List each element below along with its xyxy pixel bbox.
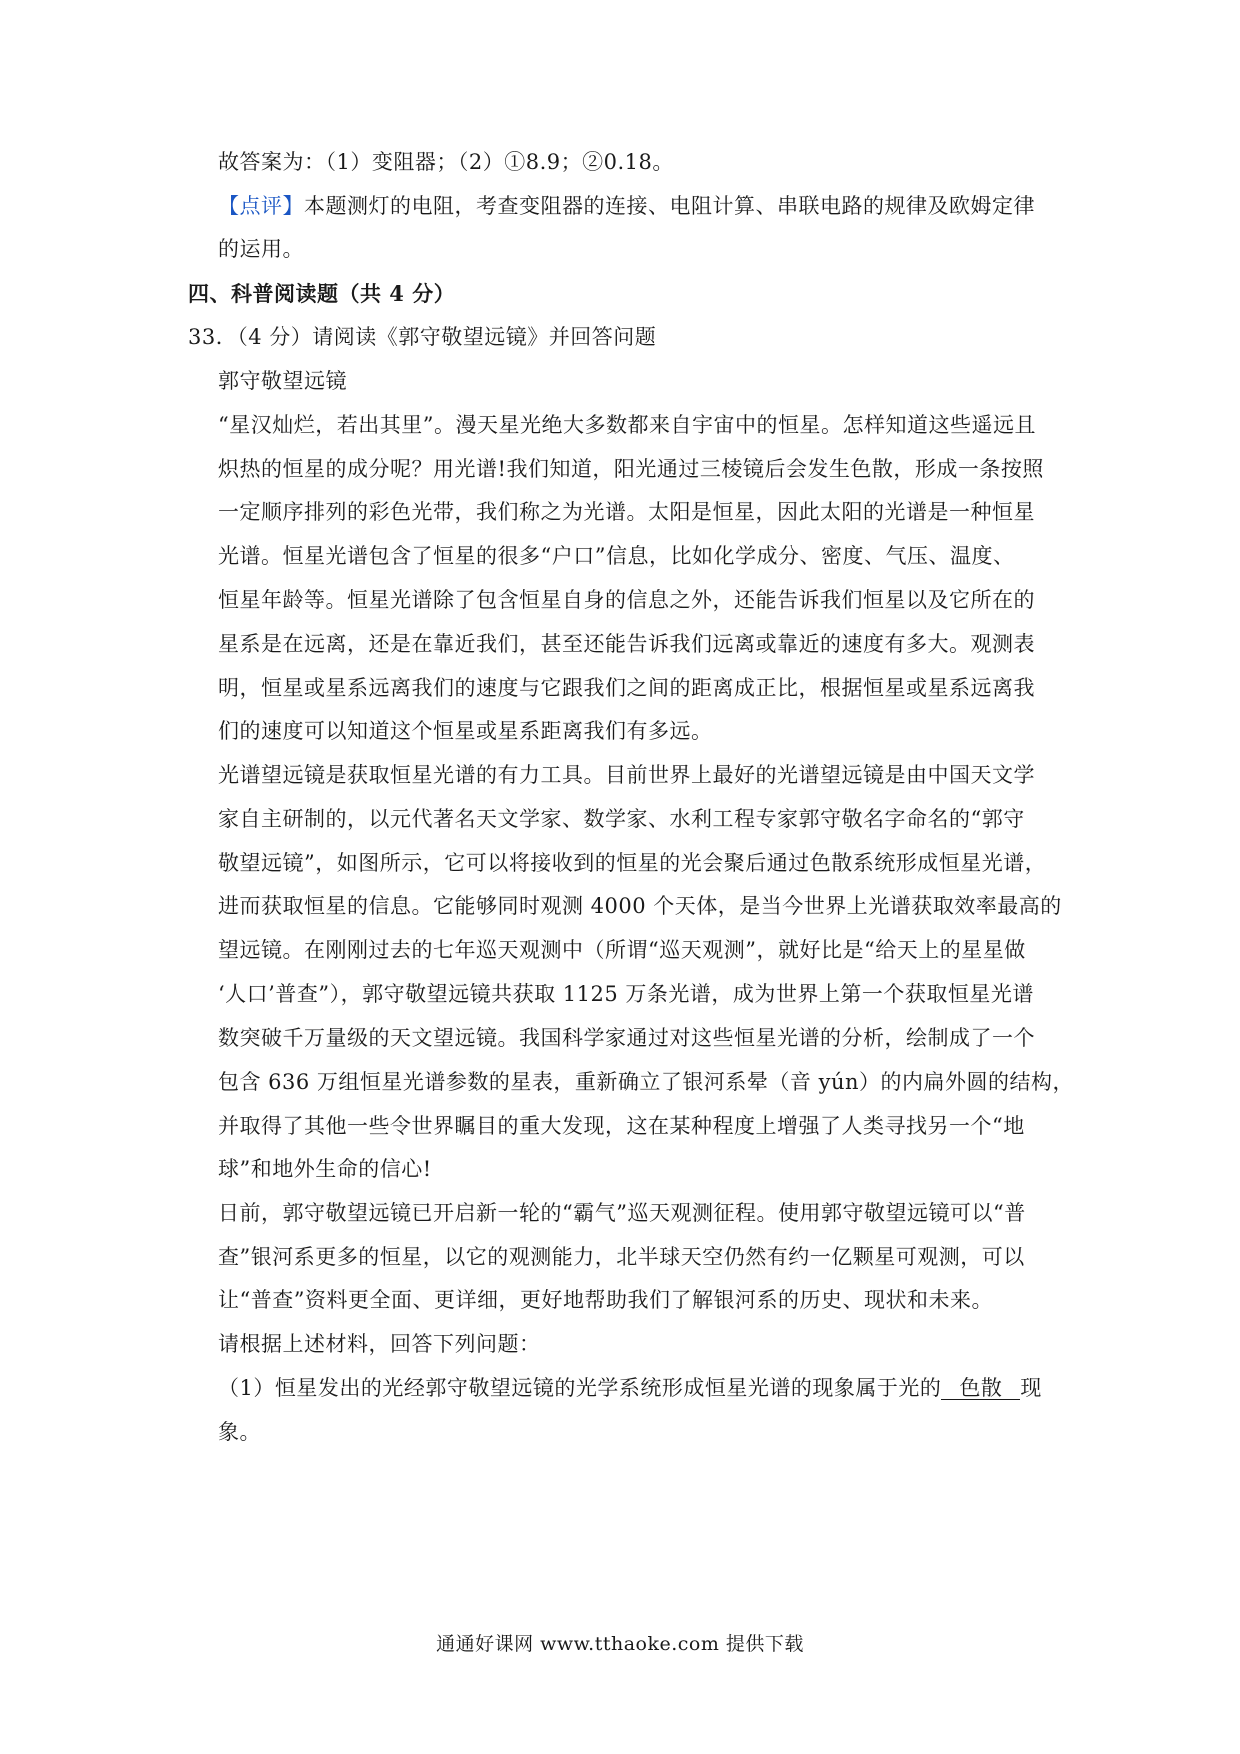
sub-question-prefix: （1）恒星发出的光经郭守敬望远镜的光学系统形成恒星光谱的现象属于光的 (218, 1376, 942, 1400)
comment-tag: 【点评】 (218, 194, 304, 218)
paragraph-line: “星汉灿烂，若出其里”。漫天星光绝大多数都来自宇宙中的恒星。怎样知道这些遥远且 (218, 413, 1036, 437)
paragraph-line: 一定顺序排列的彩色光带，我们称之为光谱。太阳是恒星，因此太阳的光谱是一种恒星 (218, 500, 1035, 524)
comment-line-1 (218, 190, 1035, 220)
comment-text: 本题测灯的电阻，考查变阻器的连接、电阻计算、串联电路的规律及欧姆定律 (304, 194, 1035, 218)
paragraph-line: 进而获取恒星的信息。它能够同时观测 4000 个天体，是当今世界上光谱获取效率最高的 (218, 894, 1062, 918)
paragraph-line: 数突破千万量级的天文望远镜。我国科学家通过对这些恒星光谱的分析，绘制成了一个 (218, 1026, 1035, 1050)
sub-question-1 (218, 1372, 1042, 1402)
paragraph-line: 望远镜。在刚刚过去的七年巡天观测中（所谓“巡天观测”，就好比是“给天上的星星做 (218, 938, 1026, 962)
comment-line-2: 的运用。 (218, 237, 304, 261)
paragraph-line: 包含 636 万组恒星光谱参数的星表，重新确立了银河系晕（音 yún）的内扁外圆的结构， (218, 1070, 1075, 1094)
answer-blank: 色散 (941, 1378, 1020, 1400)
paragraph-line: 让“普查”资料更全面、更详细，更好地帮助我们了解银河系的历史、现状和未来。 (218, 1288, 993, 1312)
paragraph-line: 光谱。恒星光谱包含了恒星的很多“户口”信息，比如化学成分、密度、气压、温度、 (218, 544, 1015, 568)
instruction: 请根据上述材料，回答下列问题： (218, 1332, 541, 1356)
paragraph-line: 明，恒星或星系远离我们的速度与它跟我们之间的距离成正比，根据恒星或星系远离我 (218, 676, 1035, 700)
paragraph-line: 家自主研制的，以元代著名天文学家、数学家、水利工程专家郭守敬名字命名的“郭守 (218, 807, 1025, 831)
paragraph-line: 敬望远镜”，如图所示，它可以将接收到的恒星的光会聚后通过色散系统形成恒星光谱， (218, 851, 1047, 875)
question-header: 33．（4 分）请阅读《郭守敬望远镜》并回答问题 (188, 325, 657, 349)
sub-question-1-line-2: 象。 (218, 1420, 261, 1444)
paragraph-line: ‘人口’普查”），郭守敬望远镜共获取 1125 万条光谱，成为世界上第一个获取恒星光谱 (218, 982, 1034, 1006)
answer-line: 故答案为：（1）变阻器；（2）①8.9；②0.18。 (218, 150, 674, 174)
paragraph-line: 日前，郭守敬望远镜已开启新一轮的“霸气”巡天观测征程。使用郭守敬望远镜可以“普 (218, 1201, 1026, 1225)
sub-question-suffix: 现 (1020, 1376, 1042, 1400)
paragraph-line: 并取得了其他一些令世界瞩目的重大发现，这在某种程度上增强了人类寻找另一个“地 (218, 1114, 1025, 1138)
section-heading: 四、科普阅读题（共 4 分） (188, 281, 456, 306)
paragraph-line: 光谱望远镜是获取恒星光谱的有力工具。目前世界上最好的光谱望远镜是由中国天文学 (218, 763, 1035, 787)
footer: 通通好课网 www.tthaoke.com 提供下载 (436, 1633, 804, 1655)
paragraph-line: 星系是在远离，还是在靠近我们，甚至还能告诉我们远离或靠近的速度有多大。观测表 (218, 632, 1035, 656)
paragraph-line: 查”银河系更多的恒星，以它的观测能力，北半球天空仍然有约一亿颗星可观测，可以 (218, 1245, 1025, 1269)
paragraph-line: 恒星年龄等。恒星光谱除了包含恒星自身的信息之外，还能告诉我们恒星以及它所在的 (218, 588, 1035, 612)
paragraph-line: 球”和地外生命的信心! (218, 1157, 432, 1181)
paragraph-line: 炽热的恒星的成分呢？用光谱!我们知道，阳光通过三棱镜后会发生色散，形成一条按照 (218, 457, 1044, 481)
paragraph-line: 们的速度可以知道这个恒星或星系距离我们有多远。 (218, 719, 713, 743)
article-title: 郭守敬望远镜 (218, 369, 347, 393)
